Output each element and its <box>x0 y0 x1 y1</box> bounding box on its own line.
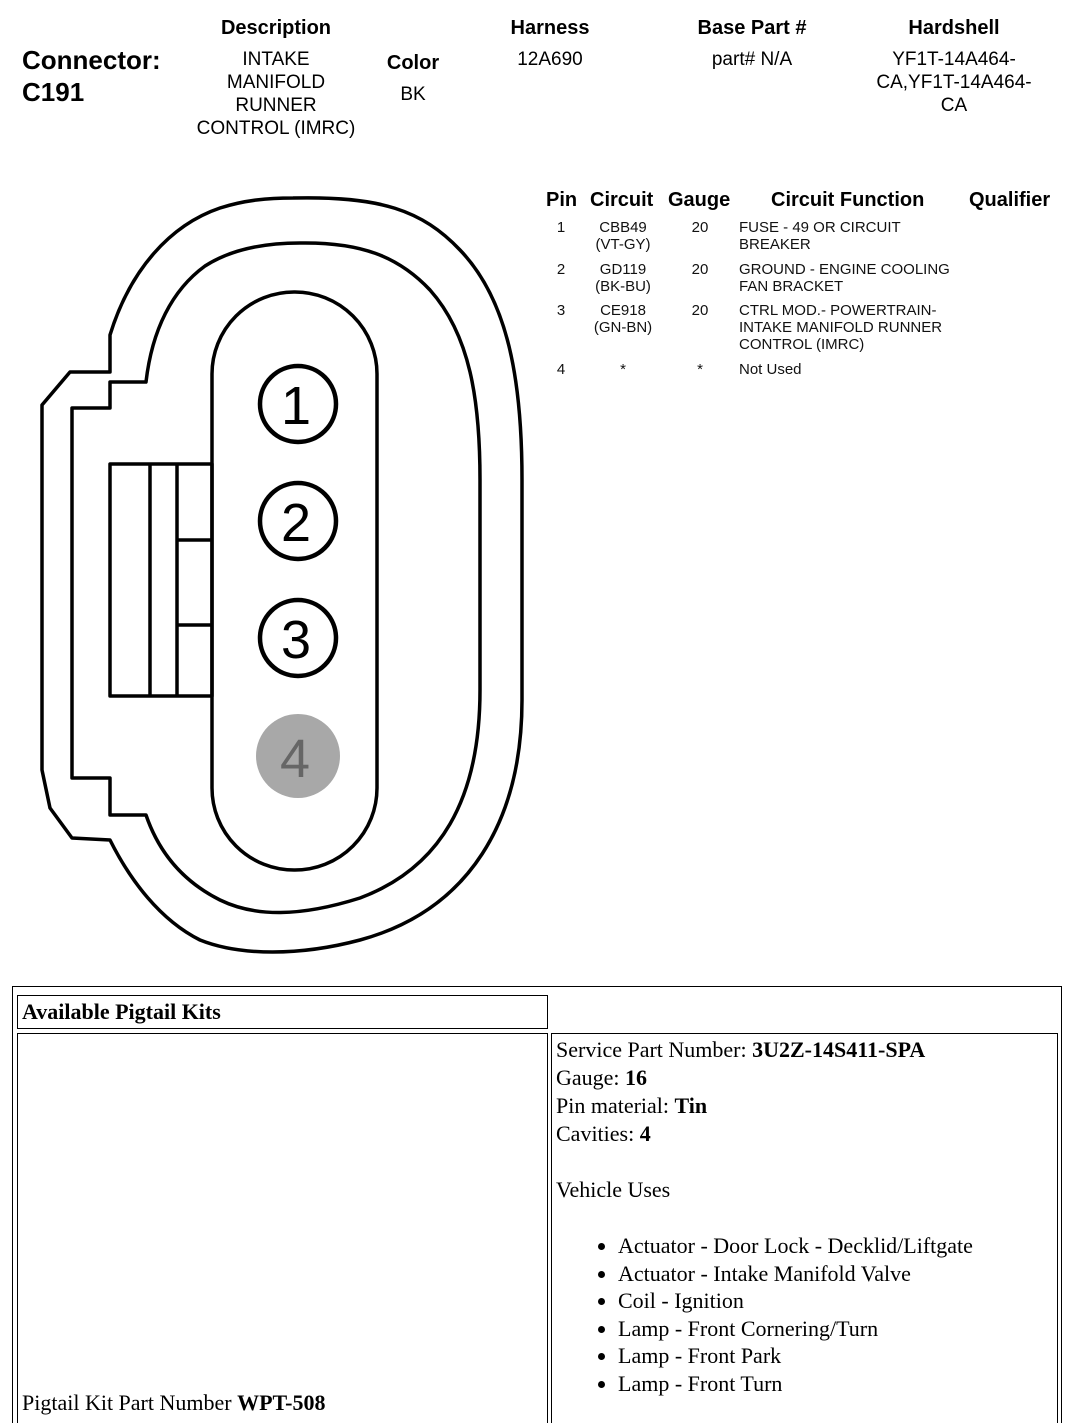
row3-function-line: INTAKE MANIFOLD RUNNER <box>739 319 943 336</box>
list-item: • Lamp - Front Cornering/Turn <box>618 1315 1053 1343</box>
row2-function-line: GROUND - ENGINE COOLING <box>739 261 950 278</box>
cavities-line <box>556 1120 1053 1148</box>
row1-function-line: BREAKER <box>739 236 811 253</box>
row1-function-line: FUSE - 49 OR CIRCUIT <box>739 219 901 236</box>
housing-inner <box>72 243 480 913</box>
base-part-value: part# N/A <box>711 49 793 70</box>
pin-2-label: 2 <box>280 493 312 553</box>
row3-function <box>739 302 979 353</box>
row1-circuit-code: CBB49 <box>599 219 647 236</box>
gauge-line <box>556 1064 1053 1092</box>
function-col-header: Circuit Function <box>771 189 925 211</box>
connector-label: Connector: <box>22 45 161 75</box>
row3-gauge: 20 <box>691 302 709 319</box>
pigtail-kit-heading: Available Pigtail Kits <box>17 995 548 1029</box>
pin-material-value: Tin <box>674 1093 708 1118</box>
pigtail-kit-left-cell <box>17 1033 548 1423</box>
description-line: MANIFOLD <box>226 72 326 93</box>
gauge-value: 16 <box>625 1065 648 1090</box>
kit-part-value: WPT-508 <box>237 1390 326 1415</box>
row4-gauge: * <box>697 361 703 378</box>
row1-circuit-color: (VT-GY) <box>595 236 651 253</box>
row3-circuit <box>583 302 663 336</box>
harness-value: 12A690 <box>517 49 583 70</box>
pin-material-line <box>556 1092 1053 1120</box>
list-item: • Lamp - Front Park <box>618 1342 1053 1370</box>
row2-function-line: FAN BRACKET <box>739 278 844 295</box>
vehicle-uses-heading: Vehicle Uses <box>556 1177 671 1202</box>
hardshell-line: YF1T-14A464- <box>892 49 1016 70</box>
connector-id: C191 <box>22 77 85 107</box>
circuit-col-header: Circuit <box>590 189 654 211</box>
description-line: INTAKE <box>242 49 310 70</box>
connector-face-diagram <box>0 190 540 960</box>
row2-function <box>739 261 979 295</box>
harness-header: Harness <box>510 17 590 39</box>
connector-title <box>22 44 161 108</box>
row4-pin: 4 <box>556 361 566 378</box>
service-part-label: Service Part Number: <box>556 1037 753 1062</box>
housing-outer <box>42 198 522 952</box>
row2-pin: 2 <box>556 261 566 278</box>
pin-col-header: Pin <box>546 189 578 211</box>
pin-3-group <box>260 600 336 676</box>
gauge-label: Gauge: <box>556 1065 626 1090</box>
service-part-line <box>556 1036 1053 1064</box>
vehicle-uses-list <box>556 1232 1053 1398</box>
row1-gauge: 20 <box>691 219 709 236</box>
row4-function <box>739 361 979 378</box>
base-part-header: Base Part # <box>697 17 807 39</box>
color-header: Color <box>386 52 440 74</box>
row1-circuit <box>583 219 663 253</box>
list-item: • Lamp - Front Turn <box>618 1370 1053 1398</box>
description-value <box>176 48 376 140</box>
pin-material-label: Pin material: <box>556 1093 675 1118</box>
hardshell-header: Hardshell <box>908 17 1000 39</box>
pin-1-label: 1 <box>280 376 312 436</box>
kit-part-label: Pigtail Kit Part Number <box>22 1390 238 1415</box>
row3-pin: 3 <box>556 302 566 319</box>
row1-function <box>739 219 979 253</box>
description-line: CONTROL (IMRC) <box>196 118 356 139</box>
service-part-value: 3U2Z-14S411-SPA <box>752 1037 926 1062</box>
row4-circuit-code: * <box>620 361 626 378</box>
row1-pin: 1 <box>556 219 566 236</box>
pin-4-group <box>256 714 340 798</box>
pigtail-kit-details-cell <box>551 1033 1058 1423</box>
row4-circuit <box>583 361 663 378</box>
cavities-label: Cavities: <box>556 1121 640 1146</box>
row2-circuit-color: (BK-BU) <box>595 278 651 295</box>
gauge-col-header: Gauge <box>668 189 731 211</box>
pin-2-group <box>260 483 336 559</box>
list-item: • Actuator - Intake Manifold Valve <box>618 1260 1053 1288</box>
row3-function-line: CONTROL (IMRC) <box>739 336 865 353</box>
row2-gauge: 20 <box>691 261 709 278</box>
list-item: • Actuator - Door Lock - Decklid/Liftgate <box>618 1232 1053 1260</box>
description-line: RUNNER <box>235 95 317 116</box>
hardshell-value <box>854 48 1054 117</box>
latch-block <box>110 464 212 696</box>
qualifier-col-header: Qualifier <box>969 189 1051 211</box>
pin-1-group <box>260 366 336 442</box>
row3-function-line: CTRL MOD.- POWERTRAIN- <box>739 302 937 319</box>
description-header: Description <box>220 17 332 39</box>
row2-circuit-code: GD119 <box>599 261 647 278</box>
pin-4-label: 4 <box>279 729 311 789</box>
row3-circuit-color: (GN-BN) <box>593 319 653 336</box>
row3-circuit-code: CE918 <box>600 302 646 319</box>
row4-function-line: Not Used <box>739 361 802 378</box>
pigtail-kit-part <box>22 1389 326 1417</box>
pin-3-label: 3 <box>280 610 312 670</box>
hardshell-line: CA <box>940 95 968 116</box>
list-item: • Coil - Ignition <box>618 1287 1053 1315</box>
color-value: BK <box>400 84 426 105</box>
cavities-value: 4 <box>639 1121 651 1146</box>
row2-circuit <box>583 261 663 295</box>
hardshell-line: CA,YF1T-14A464- <box>876 72 1032 93</box>
